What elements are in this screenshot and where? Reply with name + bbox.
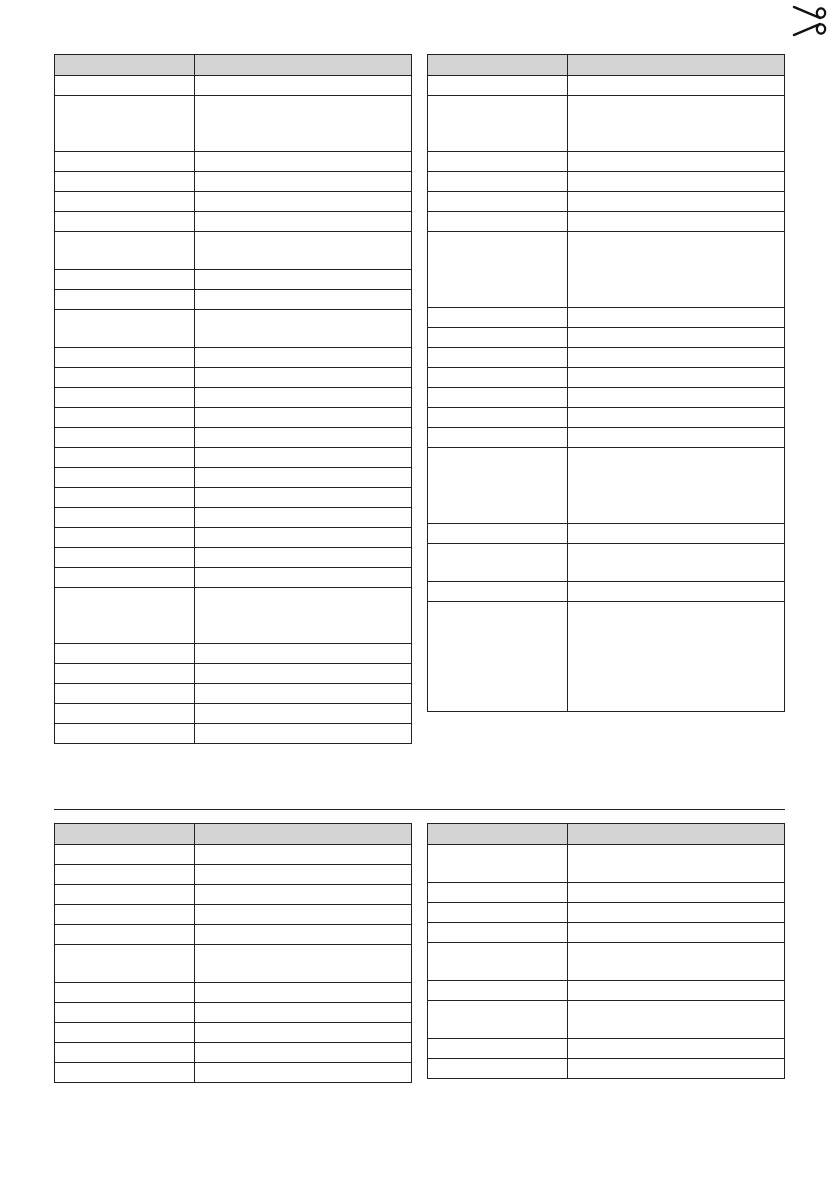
table-row [55, 528, 412, 548]
table-row [55, 905, 412, 925]
scissors-icon [790, 4, 830, 38]
table-row [428, 903, 785, 923]
table-row [55, 684, 412, 704]
table-cell [55, 232, 195, 270]
table-cell [195, 508, 412, 528]
table-cell [568, 883, 785, 903]
table-cell [428, 428, 568, 448]
table-cell [568, 1059, 785, 1079]
table-cell [195, 945, 412, 983]
table-cell [195, 1003, 412, 1023]
table-cell [55, 1023, 195, 1043]
table-cell [195, 348, 412, 368]
table-row [428, 923, 785, 943]
table-cell [428, 943, 568, 981]
table-row [428, 192, 785, 212]
table-cell [55, 192, 195, 212]
table-cell [55, 152, 195, 172]
table-cell [195, 310, 412, 348]
table-row [428, 308, 785, 328]
table-row [55, 448, 412, 468]
table-cell [195, 885, 412, 905]
table-cell [428, 602, 568, 712]
table-cell [428, 152, 568, 172]
table-cell [428, 448, 568, 524]
table-cell [568, 96, 785, 152]
table-cell [55, 270, 195, 290]
table-cell [55, 172, 195, 192]
table-cell [195, 468, 412, 488]
table-cell [568, 845, 785, 883]
table-cell [195, 1043, 412, 1063]
table-cell [55, 408, 195, 428]
table-row [55, 568, 412, 588]
table-row [55, 1003, 412, 1023]
table-cell [55, 508, 195, 528]
table-cell [195, 212, 412, 232]
table-cell [55, 528, 195, 548]
table-cell [195, 270, 412, 290]
table-cell [568, 1001, 785, 1039]
table-cell [55, 212, 195, 232]
table-cell [195, 96, 412, 152]
table-cell [428, 388, 568, 408]
table-cell [195, 448, 412, 468]
table-cell [55, 905, 195, 925]
table-header-row [428, 55, 785, 76]
table-cell [428, 232, 568, 308]
table-row [55, 96, 412, 152]
table-cell [55, 684, 195, 704]
table-row [55, 310, 412, 348]
table-row [55, 192, 412, 212]
table-row [55, 1063, 412, 1083]
table-row [55, 925, 412, 945]
table-cell [568, 348, 785, 368]
table-cell [195, 428, 412, 448]
table-cell [55, 724, 195, 744]
table-cell [428, 348, 568, 368]
table-row [428, 883, 785, 903]
table-cell [55, 1063, 195, 1083]
table-cell [568, 923, 785, 943]
table-cell [195, 76, 412, 96]
table-cell [195, 684, 412, 704]
table-cell [428, 1059, 568, 1079]
table-cell [568, 368, 785, 388]
table-cell [55, 925, 195, 945]
table-cell [195, 865, 412, 885]
table-cell [195, 232, 412, 270]
table-row [55, 270, 412, 290]
table-row [428, 76, 785, 96]
table-cell [195, 845, 412, 865]
table-row [55, 76, 412, 96]
table-row [55, 152, 412, 172]
table-row [55, 408, 412, 428]
table-cell [55, 96, 195, 152]
table-row [55, 845, 412, 865]
table-cell [195, 408, 412, 428]
table-cell [195, 172, 412, 192]
table-cell [568, 428, 785, 448]
table-cell [55, 568, 195, 588]
table-row [428, 582, 785, 602]
table-cell [55, 588, 195, 644]
table-cell [428, 981, 568, 1001]
table-row [55, 945, 412, 983]
table-row [55, 644, 412, 664]
table-header-row [55, 824, 412, 845]
table-cell [428, 192, 568, 212]
table-cell [55, 1043, 195, 1063]
table-cell [195, 644, 412, 664]
table-cell [195, 983, 412, 1003]
table-cell [195, 290, 412, 310]
table-row [428, 1059, 785, 1079]
table-cell [568, 76, 785, 96]
table-cell [195, 528, 412, 548]
table-row [428, 428, 785, 448]
table-cell [428, 212, 568, 232]
table-cell [568, 152, 785, 172]
table-top-right [427, 54, 785, 712]
table-cell [428, 76, 568, 96]
table-cell [55, 865, 195, 885]
table-row [428, 232, 785, 308]
table-row [55, 388, 412, 408]
table-row [55, 232, 412, 270]
table-row [55, 885, 412, 905]
table-bottom-left [54, 823, 412, 1083]
table-cell [568, 388, 785, 408]
table-cell [568, 172, 785, 192]
header-cell [195, 55, 412, 76]
table-row [428, 544, 785, 582]
header-cell [195, 824, 412, 845]
table-cell [428, 923, 568, 943]
table-cell [55, 76, 195, 96]
table-row [428, 1001, 785, 1039]
table-cell [195, 548, 412, 568]
header-cell [428, 55, 568, 76]
table-row [55, 1043, 412, 1063]
table-row [55, 488, 412, 508]
table-row [428, 448, 785, 524]
table-cell [428, 96, 568, 152]
table-cell [195, 588, 412, 644]
table-row [55, 704, 412, 724]
table-cell [195, 925, 412, 945]
table-cell [568, 448, 785, 524]
table-cell [195, 368, 412, 388]
table-row [428, 328, 785, 348]
table-cell [195, 488, 412, 508]
table-top-left [54, 54, 412, 744]
table-row [55, 368, 412, 388]
table-cell [568, 943, 785, 981]
table-row [55, 290, 412, 310]
table-cell [568, 602, 785, 712]
table-cell [568, 232, 785, 308]
table-cell [195, 905, 412, 925]
table-row [428, 524, 785, 544]
table-row [55, 1023, 412, 1043]
table-cell [428, 408, 568, 428]
table-cell [568, 192, 785, 212]
table-row [55, 865, 412, 885]
table-row [428, 388, 785, 408]
table-row [428, 368, 785, 388]
table-cell [568, 524, 785, 544]
table-cell [195, 664, 412, 684]
table-row [428, 172, 785, 192]
table-row [55, 348, 412, 368]
table-cell [428, 368, 568, 388]
header-cell [55, 55, 195, 76]
table-row [55, 588, 412, 644]
table-row [428, 96, 785, 152]
table-cell [55, 644, 195, 664]
table-cell [568, 582, 785, 602]
table-cell [55, 368, 195, 388]
table-cell [55, 290, 195, 310]
table-row [55, 724, 412, 744]
header-cell [428, 824, 568, 845]
table-cell [55, 983, 195, 1003]
table-cell [568, 903, 785, 923]
table-row [55, 664, 412, 684]
table-cell [55, 1003, 195, 1023]
table-cell [55, 885, 195, 905]
table-cell [428, 172, 568, 192]
table-cell [428, 524, 568, 544]
header-cell [568, 824, 785, 845]
table-cell [428, 328, 568, 348]
table-cell [428, 883, 568, 903]
table-row [428, 348, 785, 368]
table-row [428, 943, 785, 981]
table-cell [55, 468, 195, 488]
table-header-row [55, 55, 412, 76]
table-bottom-right [427, 823, 785, 1079]
table-cell [55, 388, 195, 408]
table-cell [568, 328, 785, 348]
table-row [55, 983, 412, 1003]
table-cell [195, 704, 412, 724]
table-cell [55, 704, 195, 724]
table-cell [195, 568, 412, 588]
table-cell [195, 388, 412, 408]
table-cell [55, 310, 195, 348]
table-cell [568, 308, 785, 328]
table-cell [195, 192, 412, 212]
table-cell [55, 488, 195, 508]
table-cell [568, 1039, 785, 1059]
table-cell [428, 544, 568, 582]
table-cell [428, 903, 568, 923]
table-cell [428, 582, 568, 602]
table-row [55, 508, 412, 528]
table-cell [55, 428, 195, 448]
table-cell [55, 845, 195, 865]
table-row [55, 212, 412, 232]
header-cell [568, 55, 785, 76]
table-cell [428, 845, 568, 883]
table-row [55, 172, 412, 192]
section-divider [54, 809, 785, 810]
table-row [428, 212, 785, 232]
table-row [428, 152, 785, 172]
table-cell [55, 348, 195, 368]
table-cell [55, 945, 195, 983]
table-cell [428, 1001, 568, 1039]
table-row [55, 468, 412, 488]
table-cell [55, 664, 195, 684]
table-cell [568, 408, 785, 428]
table-header-row [428, 824, 785, 845]
table-cell [428, 308, 568, 328]
table-cell [55, 448, 195, 468]
table-row [428, 845, 785, 883]
table-row [55, 548, 412, 568]
header-cell [55, 824, 195, 845]
table-row [428, 602, 785, 712]
table-row [428, 408, 785, 428]
table-cell [568, 981, 785, 1001]
table-cell [195, 1063, 412, 1083]
table-cell [195, 1023, 412, 1043]
table-cell [568, 212, 785, 232]
table-row [428, 1039, 785, 1059]
table-row [55, 428, 412, 448]
table-cell [568, 544, 785, 582]
table-row [428, 981, 785, 1001]
table-cell [195, 152, 412, 172]
table-cell [55, 548, 195, 568]
table-cell [428, 1039, 568, 1059]
table-cell [195, 724, 412, 744]
